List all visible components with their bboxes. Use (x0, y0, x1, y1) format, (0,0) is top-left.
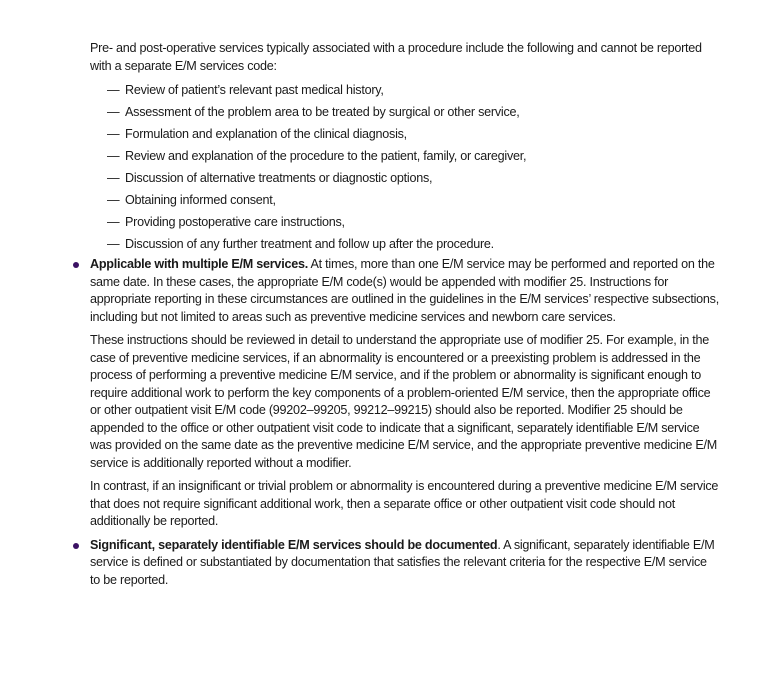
dash-icon: — (107, 171, 120, 185)
dash-icon: — (107, 237, 120, 251)
bullet-documentation (90, 537, 720, 590)
pre-post-operative-services-list (90, 79, 720, 255)
list-item: — Obtaining informed consent, (107, 189, 720, 211)
bullet-icon (73, 262, 79, 268)
dash-icon: — (107, 149, 120, 163)
dash-icon: — (107, 215, 120, 229)
body-paragraph: In contrast, if an insignificant or trivial problem or abnormality is encountered during a preventive medicine E/M service that does not require significant additional work, then a separate office or other outpatient visit code should not additionally be reported. (90, 479, 719, 528)
bullet-paragraph: Applicable with multiple E/M services. At times, more than one E/M service may be performed and reported on the same date. In these cases, the appropriate E/M code(s) would be appended with modifier 25. Instructions for appropriate reporting in these circumstances are outlined in the guidelines in the E/M services’ respective subsections, including but not limited to areas such as preventive medicine services and newborn care services. (90, 257, 719, 324)
bullet-heading: Applicable with multiple E/M services (90, 257, 305, 271)
list-item: — Review and explanation of the procedure to the patient, family, or caregiver, (107, 145, 720, 167)
bullet-multiple-em-services (90, 256, 720, 531)
list-item: — Discussion of alternative treatments or diagnostic options, (107, 167, 720, 189)
bullet-icon (73, 543, 79, 549)
dash-icon: — (107, 83, 120, 97)
bullet-paragraph: Significant, separately identifiable E/M services should be documented. A significant, separately identifiable E/M service is defined or substantiated by documentation that satisfies the relevant criteria for the respective E/M service to be reported. (90, 537, 715, 587)
body-paragraph: These instructions should be reviewed in detail to understand the appropriate use of modifier 25. For example, in the case of preventive medicine services, if an abnormality is encountered or a preexisting problem is addressed in the process of performing a preventive medicine E/M service, and if the problem or abnormality is significant enough to require additional work to perform the key components of a problem-oriented E/M service, then the appropriate office or other outpatient visit E/M code (99202–99205, 99212–99215) should also be reported. Modifier 25 should be appended to the office or other outpatient visit code to indicate that a significant, separately identifiable E/M service was provided on the same date as the preventive medicine E/M service, and the appropriate preventive medicine E/M service is additionally reported without a modifier. (90, 333, 717, 470)
document-page (90, 40, 720, 595)
list-item: — Formulation and explanation of the clinical diagnosis, (107, 123, 720, 145)
dash-icon: — (107, 127, 120, 141)
dash-icon: — (107, 193, 120, 207)
list-item: — Review of patient’s relevant past medical history, (107, 79, 720, 101)
dash-icon: — (107, 105, 120, 119)
list-item: — Assessment of the problem area to be treated by surgical or other service, (107, 101, 720, 123)
list-item: — Providing postoperative care instructions, (107, 211, 720, 233)
intro-paragraph: Pre- and post-operative services typically associated with a procedure include the following and cannot be reported with a separate E/M services code: (90, 41, 702, 73)
list-item: — Discussion of any further treatment and follow up after the procedure. (107, 233, 720, 255)
bullet-heading: Significant, separately identifiable E/M services should be documented (90, 537, 498, 552)
